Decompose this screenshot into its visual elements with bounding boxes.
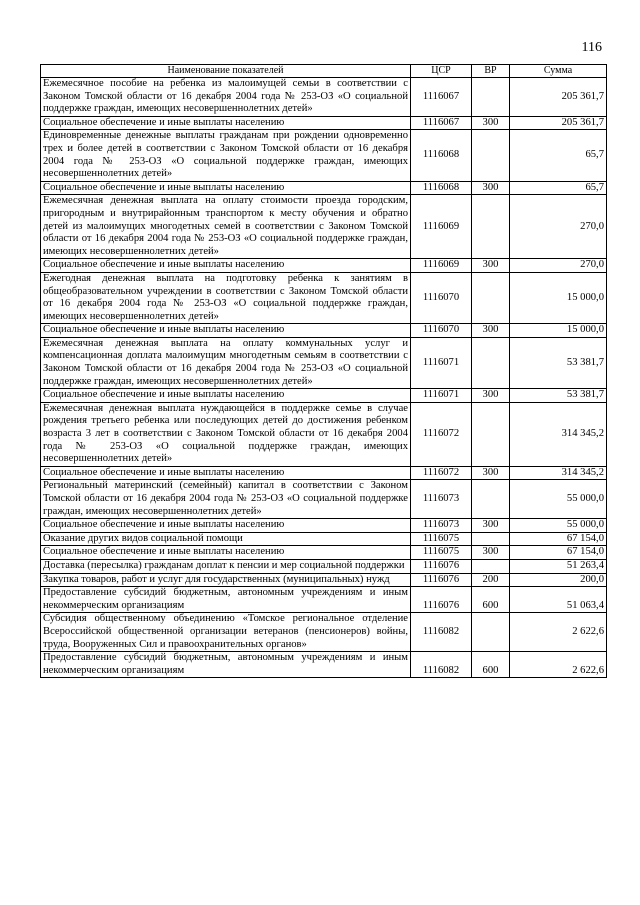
row-name-cell: Социальное обеспечение и иные выплаты населению [41, 181, 411, 195]
row-sum-cell: 205 361,7 [510, 116, 607, 130]
row-sum-cell: 200,0 [510, 573, 607, 587]
header-sum: Сумма [510, 65, 607, 78]
table-row [41, 181, 607, 195]
table-row [41, 78, 607, 117]
table-row [41, 259, 607, 273]
row-vr-cell [472, 532, 510, 546]
row-sum-cell: 55 000,0 [510, 519, 607, 533]
row-csr-cell: 1116076 [411, 587, 472, 613]
table-row [41, 480, 607, 519]
row-vr-cell: 200 [472, 573, 510, 587]
row-csr-cell: 1116067 [411, 116, 472, 130]
row-vr-cell [472, 78, 510, 117]
table-row [41, 652, 607, 678]
row-sum-cell: 205 361,7 [510, 78, 607, 117]
row-csr-cell: 1116076 [411, 559, 472, 573]
row-sum-cell: 67 154,0 [510, 532, 607, 546]
row-vr-cell [472, 195, 510, 259]
row-name-cell: Субсидия общественному объединению «Томское региональное отделение Всероссийской общественной организации ветеранов (пенсионеров) войны, труда, Вооруженных Сил и правоохранительных органов» [41, 613, 411, 652]
row-csr-cell: 1116073 [411, 519, 472, 533]
row-name-cell: Региональный материнский (семейный) капитал в соответствии с Законом Томской области от 16 декабря 2004 года № 253-ОЗ «О социальной поддержке граждан, имеющих несовершеннолетних детей» [41, 480, 411, 519]
row-vr-cell [472, 613, 510, 652]
row-sum-cell: 65,7 [510, 181, 607, 195]
row-sum-cell: 15 000,0 [510, 324, 607, 338]
row-vr-cell [472, 337, 510, 388]
row-vr-cell: 300 [472, 519, 510, 533]
row-csr-cell: 1116072 [411, 402, 472, 466]
table-row [41, 466, 607, 480]
row-vr-cell: 300 [472, 466, 510, 480]
row-vr-cell [472, 130, 510, 181]
row-csr-cell: 1116069 [411, 195, 472, 259]
row-name-cell: Социальное обеспечение и иные выплаты населению [41, 546, 411, 560]
row-csr-cell: 1116072 [411, 466, 472, 480]
table-row [41, 402, 607, 466]
row-vr-cell: 300 [472, 324, 510, 338]
row-name-cell: Закупка товаров, работ и услуг для государственных (муниципальных) нужд [41, 573, 411, 587]
row-sum-cell: 51 263,4 [510, 559, 607, 573]
table-row [41, 195, 607, 259]
row-name-cell: Оказание других видов социальной помощи [41, 532, 411, 546]
row-csr-cell: 1116075 [411, 546, 472, 560]
table-row [41, 573, 607, 587]
row-sum-cell: 15 000,0 [510, 272, 607, 323]
row-name-cell: Социальное обеспечение и иные выплаты населению [41, 519, 411, 533]
row-sum-cell: 314 345,2 [510, 466, 607, 480]
row-csr-cell: 1116070 [411, 324, 472, 338]
row-name-cell: Ежемесячная денежная выплата на оплату стоимости проезда городским, пригородным и внутрирайонным транспортом к месту обучения и обратно детей из малоимущих многодетных семей в соответствии с Законом Томской области от 16 декабря 2004 года № 253-ОЗ «О социальной поддержке граждан, имеющих несовершеннолетних детей» [41, 195, 411, 259]
row-vr-cell [472, 402, 510, 466]
row-csr-cell: 1116076 [411, 573, 472, 587]
row-vr-cell: 300 [472, 389, 510, 403]
row-name-cell: Социальное обеспечение и иные выплаты населению [41, 466, 411, 480]
table-row [41, 559, 607, 573]
row-name-cell: Социальное обеспечение и иные выплаты населению [41, 324, 411, 338]
row-sum-cell: 314 345,2 [510, 402, 607, 466]
row-sum-cell: 2 622,6 [510, 613, 607, 652]
row-sum-cell: 2 622,6 [510, 652, 607, 678]
row-csr-cell: 1116071 [411, 389, 472, 403]
row-vr-cell [472, 559, 510, 573]
row-sum-cell: 270,0 [510, 259, 607, 273]
row-csr-cell: 1116068 [411, 181, 472, 195]
row-csr-cell: 1116070 [411, 272, 472, 323]
table-row [41, 116, 607, 130]
row-sum-cell: 65,7 [510, 130, 607, 181]
row-name-cell: Ежемесячное пособие на ребенка из малоимущей семьи в соответствии с Законом Томской области от 16 декабря 2004 года № 253-ОЗ «О социальной поддержке граждан, имеющих несовершеннолетних детей» [41, 78, 411, 117]
table-row [41, 337, 607, 388]
row-name-cell: Предоставление субсидий бюджетным, автономным учреждениям и иным некоммерческим организациям [41, 587, 411, 613]
table-row [41, 532, 607, 546]
row-name-cell: Ежемесячная денежная выплата на оплату коммунальных услуг и компенсационная доплата малоимущим многодетным семьям в соответствии с Законом Томской области от 16 декабря 2004 года № 253-ОЗ «О социальной поддержке граждан, имеющих несовершеннолетних детей» [41, 337, 411, 388]
table-row [41, 613, 607, 652]
row-sum-cell: 53 381,7 [510, 337, 607, 388]
row-vr-cell [472, 272, 510, 323]
row-sum-cell: 270,0 [510, 195, 607, 259]
row-sum-cell: 67 154,0 [510, 546, 607, 560]
budget-table [40, 64, 607, 678]
row-vr-cell: 300 [472, 181, 510, 195]
row-csr-cell: 1116069 [411, 259, 472, 273]
row-csr-cell: 1116075 [411, 532, 472, 546]
header-csr: ЦСР [411, 65, 472, 78]
row-name-cell: Единовременные денежные выплаты гражданам при рождении одновременно трех и более детей в соответствии с Законом Томской области от 16 декабря 2004 года № 253-ОЗ «О социальной поддержке граждан, имеющих несовершеннолетних детей» [41, 130, 411, 181]
row-sum-cell: 53 381,7 [510, 389, 607, 403]
header-vr: ВР [472, 65, 510, 78]
row-name-cell: Социальное обеспечение и иные выплаты населению [41, 116, 411, 130]
row-name-cell: Доставка (пересылка) гражданам доплат к пенсии и мер социальной поддержки [41, 559, 411, 573]
table-row [41, 389, 607, 403]
row-vr-cell: 600 [472, 652, 510, 678]
table-row [41, 546, 607, 560]
table-row [41, 324, 607, 338]
row-name-cell: Предоставление субсидий бюджетным, автономным учреждениям и иным некоммерческим организациям [41, 652, 411, 678]
table-row [41, 272, 607, 323]
row-csr-cell: 1116082 [411, 613, 472, 652]
row-name-cell: Ежемесячная денежная выплата нуждающейся в поддержке семье в случае рождения третьего ребенка или последующих детей до достижения ребенком возраста 3 лет в соответствии с Законом Томской области от 16 декабря 2004 года № 253-ОЗ «О социальной поддержке граждан, имеющих несовершеннолетних детей» [41, 402, 411, 466]
row-csr-cell: 1116073 [411, 480, 472, 519]
row-vr-cell: 600 [472, 587, 510, 613]
table-row [41, 130, 607, 181]
table-row [41, 519, 607, 533]
table-header-row [41, 65, 607, 78]
row-vr-cell [472, 480, 510, 519]
row-csr-cell: 1116068 [411, 130, 472, 181]
row-sum-cell: 55 000,0 [510, 480, 607, 519]
row-csr-cell: 1116082 [411, 652, 472, 678]
row-name-cell: Ежегодная денежная выплата на подготовку ребенка к занятиям в общеобразовательном учреждении в соответствии с Законом Томской области от 16 декабря 2004 года № 253-ОЗ «О социальной поддержке граждан, имеющих несовершеннолетних детей» [41, 272, 411, 323]
page-number: 116 [581, 40, 602, 55]
row-name-cell: Социальное обеспечение и иные выплаты населению [41, 259, 411, 273]
row-sum-cell: 51 063,4 [510, 587, 607, 613]
row-vr-cell: 300 [472, 259, 510, 273]
row-vr-cell: 300 [472, 116, 510, 130]
row-csr-cell: 1116071 [411, 337, 472, 388]
row-name-cell: Социальное обеспечение и иные выплаты населению [41, 389, 411, 403]
header-name: Наименование показателей [41, 65, 411, 78]
table-body [41, 78, 607, 678]
table-row [41, 587, 607, 613]
row-vr-cell: 300 [472, 546, 510, 560]
row-csr-cell: 1116067 [411, 78, 472, 117]
